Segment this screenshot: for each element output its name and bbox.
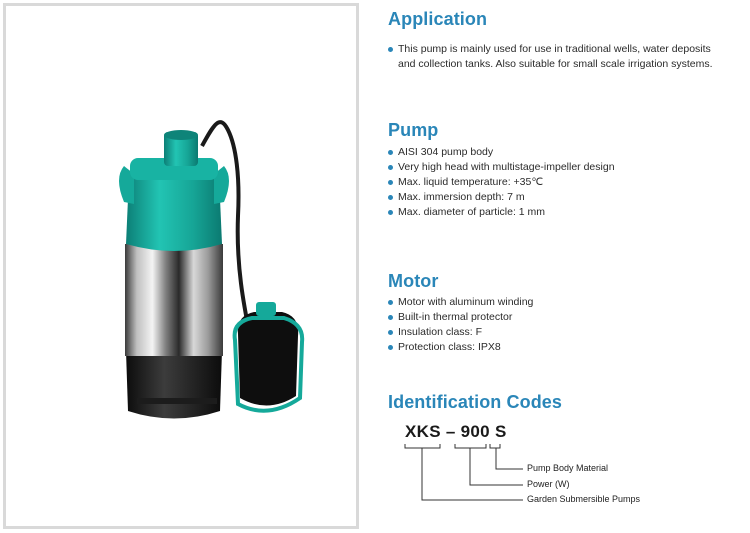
model-code: XKS – 900 S [405, 422, 507, 441]
motor-bullet: Built-in thermal protector [388, 310, 533, 325]
application-bullet-continued: and collection tanks. Also suitable for small scale irrigation systems. [398, 58, 713, 70]
motor-bullet: Motor with aluminum winding [388, 295, 533, 310]
application-heading: Application [388, 9, 488, 29]
pump-bullet: Max. immersion depth: 7 m [388, 190, 615, 205]
pump-bullet: Very high head with multistage-impeller design [388, 160, 615, 175]
motor-bullet: Insulation class: F [388, 325, 533, 340]
motor-bullet: Protection class: IPX8 [388, 340, 533, 355]
application-bullet: This pump is mainly used for use in traditional wells, water deposits [388, 42, 713, 57]
code-label-body-material: Pump Body Material [527, 463, 609, 473]
pump-bullet: Max. liquid temperature: +35℃ [388, 175, 615, 190]
pump-heading: Pump [388, 120, 439, 140]
pump-bullet: AISI 304 pump body [388, 145, 615, 160]
code-label-garden-pumps: Garden Submersible Pumps [527, 494, 641, 504]
identification-heading: Identification Codes [388, 392, 563, 412]
code-label-power: Power (W) [527, 479, 570, 489]
motor-heading: Motor [388, 271, 439, 291]
pump-bullet: Max. diameter of particle: 1 mm [388, 205, 615, 220]
